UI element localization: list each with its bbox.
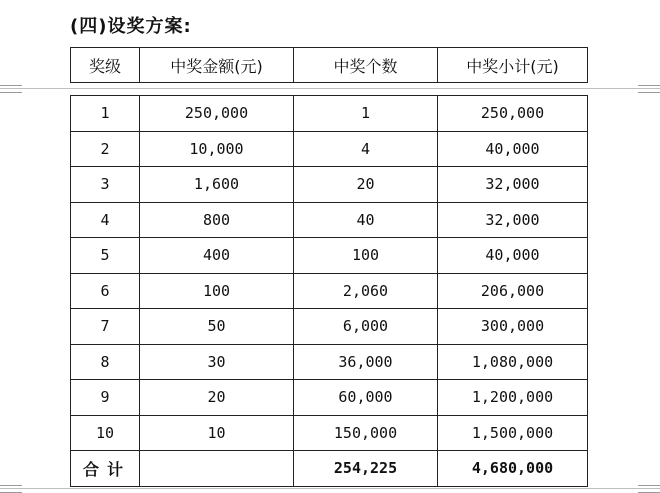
table-row — [71, 380, 588, 416]
cell-amount: 20 — [140, 380, 294, 416]
header-subtotal: 中奖小计(元) — [438, 48, 588, 83]
cell-subtotal: 206,000 — [438, 273, 588, 309]
cell-amount: 400 — [140, 238, 294, 274]
cell-count: 36,000 — [294, 344, 438, 380]
cell-count: 150,000 — [294, 415, 438, 451]
cell-amount: 10,000 — [140, 131, 294, 167]
table-row — [71, 309, 588, 345]
table-row — [71, 344, 588, 380]
page-break-mark-right — [638, 85, 660, 93]
table-row — [71, 238, 588, 274]
cell-level: 1 — [71, 96, 140, 132]
cell-amount: 30 — [140, 344, 294, 380]
cell-subtotal: 40,000 — [438, 238, 588, 274]
cell-amount: 100 — [140, 273, 294, 309]
cell-amount: 250,000 — [140, 96, 294, 132]
cell-level: 3 — [71, 167, 140, 203]
prize-table-header — [70, 47, 588, 83]
cell-count: 4 — [294, 131, 438, 167]
cell-count: 40 — [294, 202, 438, 238]
prize-table-body — [70, 95, 588, 487]
table-row — [71, 96, 588, 132]
header-amount: 中奖金额(元) — [140, 48, 294, 83]
page-break-divider-bottom — [0, 488, 660, 489]
cell-level: 7 — [71, 309, 140, 345]
header-count: 中奖个数 — [294, 48, 438, 83]
cell-level: 5 — [71, 238, 140, 274]
cell-subtotal: 1,200,000 — [438, 380, 588, 416]
cell-subtotal: 40,000 — [438, 131, 588, 167]
cell-amount: 10 — [140, 415, 294, 451]
page-break-divider — [0, 88, 660, 89]
cell-subtotal: 32,000 — [438, 167, 588, 203]
cell-subtotal: 300,000 — [438, 309, 588, 345]
total-subtotal: 4,680,000 — [438, 451, 588, 487]
table-row — [71, 202, 588, 238]
header-level: 奖级 — [71, 48, 140, 83]
table-row — [71, 131, 588, 167]
section-heading: (四)设奖方案: — [70, 16, 192, 37]
cell-subtotal: 1,080,000 — [438, 344, 588, 380]
table-row — [71, 415, 588, 451]
cell-level: 6 — [71, 273, 140, 309]
table-row — [71, 273, 588, 309]
table-row — [71, 167, 588, 203]
cell-count: 6,000 — [294, 309, 438, 345]
cell-count: 60,000 — [294, 380, 438, 416]
cell-subtotal: 250,000 — [438, 96, 588, 132]
cell-amount: 50 — [140, 309, 294, 345]
cell-count: 20 — [294, 167, 438, 203]
total-label: 合计 — [71, 451, 140, 487]
cell-level: 4 — [71, 202, 140, 238]
total-row — [71, 451, 588, 487]
cell-subtotal: 32,000 — [438, 202, 588, 238]
total-count: 254,225 — [294, 451, 438, 487]
page-break-mark-left — [0, 85, 22, 93]
cell-level: 9 — [71, 380, 140, 416]
cell-subtotal: 1,500,000 — [438, 415, 588, 451]
cell-count: 100 — [294, 238, 438, 274]
cell-level: 2 — [71, 131, 140, 167]
cell-amount: 1,600 — [140, 167, 294, 203]
cell-count: 1 — [294, 96, 438, 132]
cell-level: 8 — [71, 344, 140, 380]
cell-count: 2,060 — [294, 273, 438, 309]
cell-amount: 800 — [140, 202, 294, 238]
cell-level: 10 — [71, 415, 140, 451]
header-row — [71, 48, 588, 83]
total-amount — [140, 451, 294, 487]
